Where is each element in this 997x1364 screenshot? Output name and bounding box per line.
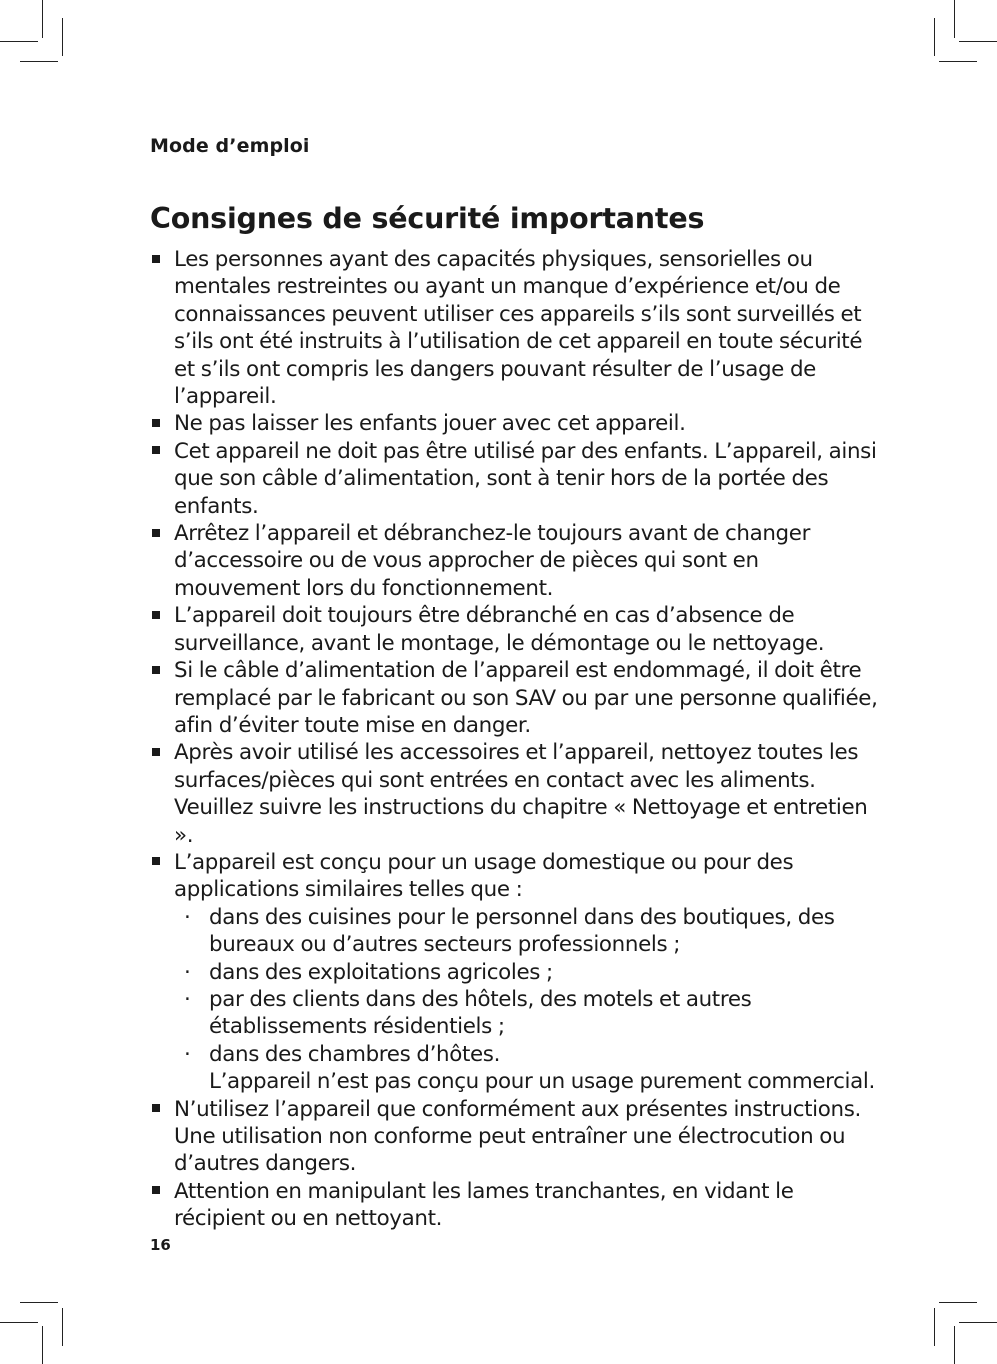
- sub-list-item-last: [174, 1041, 880, 1096]
- list-item: Arrêtez l’appareil et débranchez-le toujours avant de changer d’accessoire ou de vous approcher de pièces qui sont en mouvement lors du fonctionnement.: [150, 520, 880, 602]
- crop-mark: [62, 1308, 63, 1346]
- list-item: Ne pas laisser les enfants jouer avec cet appareil.: [150, 410, 880, 437]
- running-header: Mode d’emploi: [150, 135, 310, 157]
- page-number: 16: [150, 1236, 171, 1254]
- sub-list-item: · dans des cuisines pour le personnel dans des boutiques, des bureaux ou d’autres secteurs professionnels ;: [174, 904, 880, 959]
- crop-mark: [0, 1322, 38, 1323]
- list-item-with-sublist: [150, 849, 880, 1096]
- crop-mark: [959, 1322, 997, 1323]
- list-item: N’utilisez l’appareil que conformément aux présentes instructions. Une utilisation non conforme peut entraîner une électrocution ou d’autres dangers.: [150, 1096, 880, 1178]
- list-item: Cet appareil ne doit pas être utilisé par des enfants. L’appareil, ainsi que son câble d’alimentation, sont à tenir hors de la portée des enfants.: [150, 438, 880, 520]
- safety-instructions: [150, 246, 880, 1233]
- crop-mark: [42, 0, 43, 38]
- crop-mark: [62, 18, 63, 56]
- crop-mark: [42, 1326, 43, 1364]
- sub-list: [174, 904, 880, 1096]
- list-item: Après avoir utilisé les accessoires et l’appareil, nettoyez toutes les surfaces/pièces qui sont entrées en contact avec les aliments. Veuillez suivre les instructions du chapitre « Nettoyage et entretien ».: [150, 739, 880, 849]
- crop-mark: [20, 1302, 58, 1303]
- sub-list-item: · dans des exploitations agricoles ;: [174, 959, 880, 986]
- crop-mark: [939, 61, 977, 62]
- list-item-text: L’appareil est conçu pour un usage domestique ou pour des applications similaires telles que :: [174, 849, 794, 903]
- list-item: Attention en manipulant les lames tranchantes, en vidant le récipient ou en nettoyant.: [150, 1178, 880, 1233]
- crop-mark: [939, 1302, 977, 1303]
- list-item: L’appareil doit toujours être débranché en cas d’absence de surveillance, avant le montage, le démontage ou le nettoyage.: [150, 602, 880, 657]
- sub-list-note: L’appareil n’est pas conçu pour un usage purement commercial.: [209, 1069, 875, 1095]
- crop-mark: [934, 18, 935, 56]
- list-item: Si le câble d’alimentation de l’appareil est endommagé, il doit être remplacé par le fabricant ou son SAV ou par une personne qualifiée, afin d’éviter toute mise en danger.: [150, 657, 880, 739]
- bullet-list: [150, 246, 880, 1233]
- section-title: Consignes de sécurité importantes: [150, 202, 705, 235]
- crop-mark: [954, 1326, 955, 1364]
- crop-mark: [954, 0, 955, 38]
- list-item: Les personnes ayant des capacités physiques, sensorielles ou mentales restreintes ou ayant un manque d’expérience et/ou de connaissances peuvent utiliser ces appareils s’ils sont surveillés et s’ils ont été instruits à l’utilisation de cet appareil en toute sécurité et s’ils ont compris les dangers pouvant résulter de l’usage de l’appareil.: [150, 246, 880, 410]
- sub-list-item-text: dans des chambres d’hôtes.: [209, 1041, 501, 1067]
- crop-mark: [934, 1308, 935, 1346]
- crop-mark: [0, 41, 38, 42]
- crop-mark: [959, 41, 997, 42]
- sub-list-item: · par des clients dans des hôtels, des motels et autres établissements résidentiels ;: [174, 986, 880, 1041]
- crop-mark: [20, 61, 58, 62]
